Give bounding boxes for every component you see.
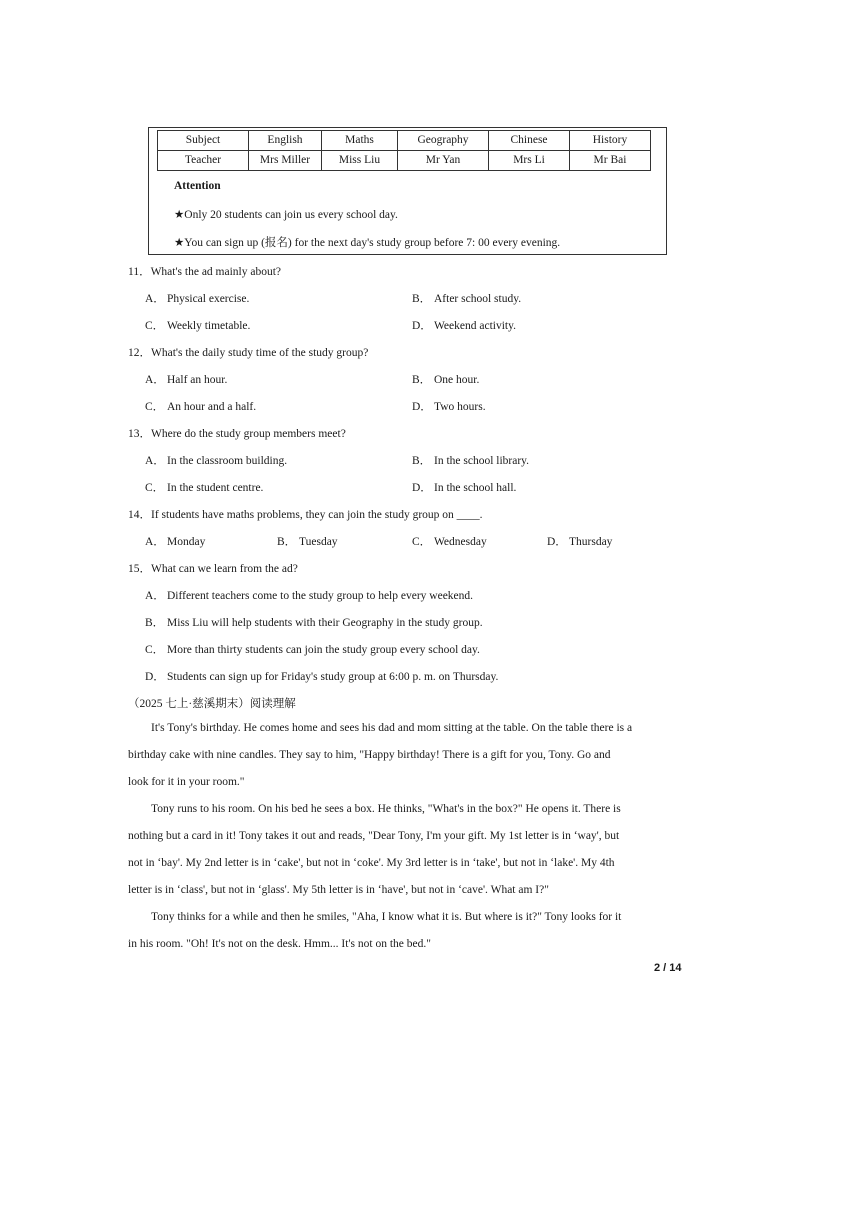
option-a[interactable] <box>145 290 249 306</box>
option-b[interactable] <box>412 371 479 387</box>
table-cell: Maths <box>322 131 398 151</box>
option-letter: A． <box>145 455 165 467</box>
option-c[interactable] <box>145 479 263 495</box>
attention-title: Attention <box>174 180 221 192</box>
table-cell: Teacher <box>158 151 249 171</box>
option-text: An hour and a half. <box>167 401 257 413</box>
table-cell: Mr Bai <box>570 151 651 171</box>
attention-item: ★Only 20 students can join us every school day. <box>174 209 398 221</box>
table-cell: Subject <box>158 131 249 151</box>
option-a[interactable] <box>145 452 287 468</box>
option-letter: B． <box>412 455 432 467</box>
question-stem: 12．What's the daily study time of the study group? <box>128 347 369 359</box>
option-letter: D． <box>412 320 432 332</box>
option-b[interactable] <box>412 452 529 468</box>
question-stem: 11．What's the ad mainly about? <box>128 266 282 278</box>
option-d[interactable] <box>412 398 486 414</box>
table-cell: History <box>570 131 651 151</box>
option-letter: C． <box>145 482 165 494</box>
option-text: Thursday <box>569 536 613 548</box>
table-cell: Mrs Miller <box>249 151 322 171</box>
question-stem: 14．If students have maths problems, they can join the study group on ____. <box>128 509 483 521</box>
option-a[interactable] <box>145 371 227 387</box>
option-text: Monday <box>167 536 206 548</box>
option-letter: A． <box>145 536 165 548</box>
passage-line: not in ‘bay'. My 2nd letter is in ‘cake', but not in ‘coke'. My 3rd letter is in ‘take', but not in ‘lake'. My 4th <box>128 857 615 869</box>
passage-line: nothing but a card in it! Tony takes it out and reads, "Dear Tony, I'm your gift. My 1st letter is in ‘way', but <box>128 830 620 842</box>
option-text: In the school hall. <box>434 482 517 494</box>
option-text: More than thirty students can join the study group every school day. <box>167 644 480 656</box>
passage-line: birthday cake with nine candles. They say to him, "Happy birthday! There is a gift for you, Tony. Go and <box>128 749 611 761</box>
option-c[interactable] <box>145 641 480 657</box>
option-text: Different teachers come to the study group to help every weekend. <box>167 590 474 602</box>
option-letter: D． <box>412 482 432 494</box>
option-c[interactable] <box>145 317 250 333</box>
option-text: In the school library. <box>434 455 530 467</box>
option-text: Two hours. <box>434 401 486 413</box>
option-letter: D． <box>547 536 567 548</box>
question-stem: 13．Where do the study group members meet? <box>128 428 346 440</box>
option-text: Students can sign up for Friday's study group at 6:00 p. m. on Thursday. <box>167 671 499 683</box>
table-cell: Mr Yan <box>398 151 489 171</box>
option-text: Weekend activity. <box>434 320 516 332</box>
table-cell: Geography <box>398 131 489 151</box>
option-letter: A． <box>145 293 165 305</box>
passage-line: in his room. "Oh! It's not on the desk. Hmm... It's not on the bed." <box>128 938 431 950</box>
option-letter: C． <box>145 320 165 332</box>
table-cell: Chinese <box>489 131 570 151</box>
passage-line: Tony runs to his room. On his bed he sees a box. He thinks, "What's in the box?" He opens it. There is <box>151 803 621 815</box>
option-text: Half an hour. <box>167 374 228 386</box>
option-c[interactable] <box>412 533 487 549</box>
option-letter: B． <box>277 536 297 548</box>
question-stem: 15．What can we learn from the ad? <box>128 563 298 575</box>
option-text: Wednesday <box>434 536 487 548</box>
timetable-header-row <box>158 131 651 151</box>
passage-line: Tony thinks for a while and then he smiles, "Aha, I know what it is. But where is it?" Tony looks for it <box>151 911 622 923</box>
option-letter: B． <box>145 617 165 629</box>
option-letter: C． <box>412 536 432 548</box>
option-b[interactable] <box>277 533 338 549</box>
option-b[interactable] <box>145 614 483 630</box>
option-text: Miss Liu will help students with their Geography in the study group. <box>167 617 483 629</box>
option-b[interactable] <box>412 290 521 306</box>
option-d[interactable] <box>547 533 612 549</box>
option-letter: B． <box>412 374 432 386</box>
table-cell: Miss Liu <box>322 151 398 171</box>
option-a[interactable] <box>145 533 205 549</box>
option-letter: C． <box>145 401 165 413</box>
option-d[interactable] <box>412 317 516 333</box>
option-text: One hour. <box>434 374 480 386</box>
section-source: （2025 七上·慈溪期末）阅读理解 <box>128 698 296 710</box>
option-text: After school study. <box>434 293 522 305</box>
option-letter: A． <box>145 590 165 602</box>
page-number: 2 / 14 <box>654 962 682 974</box>
option-a[interactable] <box>145 587 473 603</box>
passage-line: letter is in ‘class', but not in ‘glass'. My 5th letter is in ‘have', but not in ‘cave'. What am I?" <box>128 884 549 896</box>
passage-line: look for it in your room." <box>128 776 245 788</box>
option-d[interactable] <box>145 668 498 684</box>
option-letter: C． <box>145 644 165 656</box>
option-letter: B． <box>412 293 432 305</box>
option-c[interactable] <box>145 398 256 414</box>
option-text: Tuesday <box>299 536 338 548</box>
option-text: Physical exercise. <box>167 293 250 305</box>
table-cell: English <box>249 131 322 151</box>
option-letter: D． <box>412 401 432 413</box>
option-d[interactable] <box>412 479 516 495</box>
timetable-teacher-row <box>158 151 651 171</box>
timetable <box>157 130 651 171</box>
option-letter: D． <box>145 671 165 683</box>
option-text: In the classroom building. <box>167 455 288 467</box>
option-letter: A． <box>145 374 165 386</box>
table-cell: Mrs Li <box>489 151 570 171</box>
option-text: Weekly timetable. <box>167 320 251 332</box>
passage-line: It's Tony's birthday. He comes home and sees his dad and mom sitting at the table. On the table there is a <box>151 722 633 734</box>
attention-item: ★You can sign up (报名) for the next day's study group before 7: 00 every evening. <box>174 237 561 249</box>
option-text: In the student centre. <box>167 482 264 494</box>
